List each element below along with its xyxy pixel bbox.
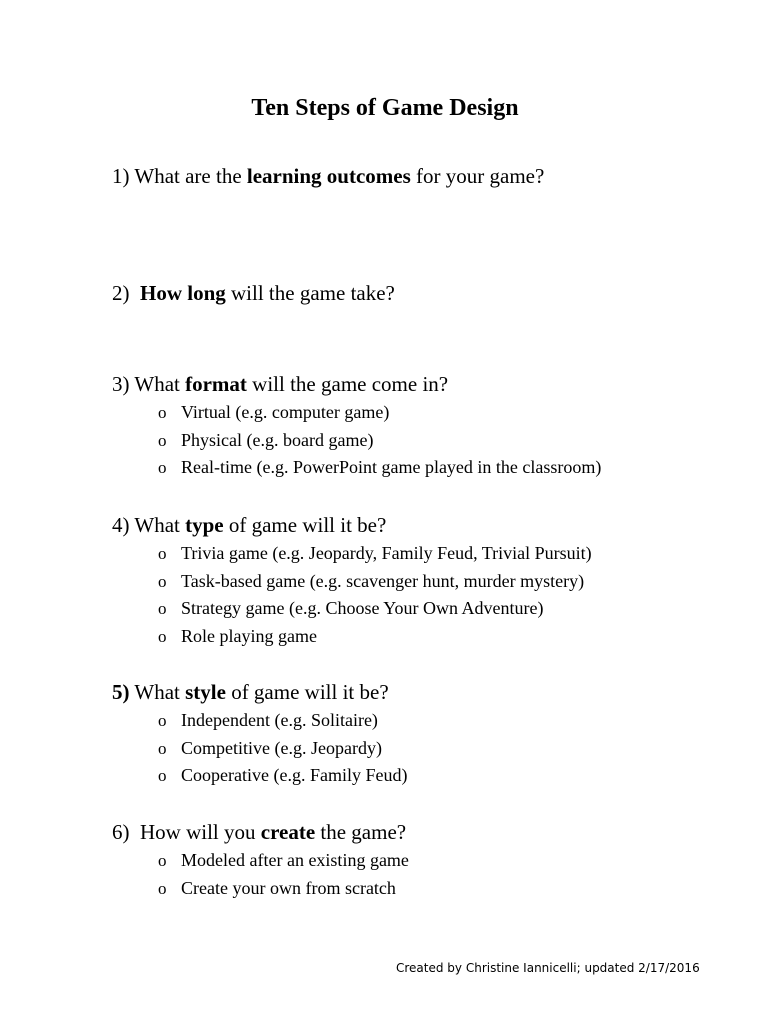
question-text: What (129, 680, 186, 704)
question-3 (112, 370, 448, 398)
question-text: the game? (315, 820, 407, 844)
question-text: will the game take? (225, 281, 395, 305)
option-label: Create your own from scratch (181, 877, 396, 898)
options-list (158, 399, 601, 482)
option-label: Strategy game (e.g. Choose Your Own Adventure) (181, 598, 544, 618)
question-keyword: create (260, 820, 316, 844)
option-label: Role playing game (181, 625, 317, 646)
question-text: What are the (129, 164, 247, 188)
question-number: 1) (112, 164, 130, 188)
options-list (158, 540, 592, 650)
question-number: 6) (112, 820, 130, 844)
question-text: What (129, 372, 186, 396)
question-keyword: style (185, 680, 226, 704)
bullet-icon: o (158, 544, 167, 563)
option-item (158, 847, 409, 875)
bullet-icon: o (158, 571, 167, 591)
option-item (158, 427, 601, 455)
option-item (158, 399, 601, 427)
option-label: Cooperative (e.g. Family Feud) (181, 765, 408, 785)
option-label: Task-based game (e.g. scavenger hunt, murder mystery) (181, 570, 585, 591)
question-5 (112, 678, 389, 706)
question-text (130, 281, 141, 305)
question-text: What (129, 513, 186, 537)
bullet-icon: o (158, 626, 167, 646)
option-label: Independent (e.g. Solitaire) (181, 710, 378, 730)
question-text: How will you (129, 820, 261, 844)
option-label: Real-time (e.g. PowerPoint game played in the classroom) (181, 457, 602, 477)
option-label: Trivia game (e.g. Jeopardy, Family Feud, Trivial Pursuit) (181, 543, 592, 563)
question-6 (112, 818, 406, 846)
question-keyword: How long (140, 281, 226, 305)
question-number: 2) (112, 281, 130, 305)
bullet-icon: o (158, 851, 167, 870)
question-keyword: type (185, 513, 224, 537)
bullet-icon: o (158, 430, 167, 450)
options-list (158, 847, 409, 902)
question-text: for your game? (410, 164, 545, 188)
option-label: Competitive (e.g. Jeopardy) (181, 737, 382, 758)
question-number: 4) (112, 513, 130, 537)
option-item (158, 454, 601, 482)
question-number: 3) (112, 372, 130, 396)
option-item (158, 623, 592, 651)
footer-credit: Created by Christine Iannicelli; updated 2/17/2016 (396, 961, 700, 975)
bullet-icon: o (158, 738, 167, 758)
option-item (158, 540, 592, 568)
option-item (158, 568, 592, 596)
question-keyword: format (185, 372, 247, 396)
option-item (158, 762, 407, 790)
option-item (158, 875, 409, 903)
option-item (158, 707, 407, 735)
bullet-icon: o (158, 878, 167, 898)
bullet-icon: o (158, 766, 167, 785)
question-text: of game will it be? (225, 680, 389, 704)
bullet-icon: o (158, 403, 167, 422)
bullet-icon: o (158, 711, 167, 730)
option-item (158, 735, 407, 763)
question-number: 5) (112, 680, 130, 704)
document-title: Ten Steps of Game Design (251, 95, 519, 121)
option-item (158, 595, 592, 623)
option-label: Modeled after an existing game (181, 850, 409, 870)
option-label: Virtual (e.g. computer game) (181, 402, 390, 422)
question-2 (112, 279, 395, 307)
bullet-icon: o (158, 458, 167, 477)
bullet-icon: o (158, 599, 167, 618)
options-list (158, 707, 407, 790)
option-label: Physical (e.g. board game) (181, 429, 374, 450)
question-4 (112, 511, 386, 539)
question-1 (112, 162, 544, 190)
question-text: of game will it be? (223, 513, 387, 537)
question-keyword: learning outcomes (246, 164, 411, 188)
question-text: will the game come in? (246, 372, 449, 396)
